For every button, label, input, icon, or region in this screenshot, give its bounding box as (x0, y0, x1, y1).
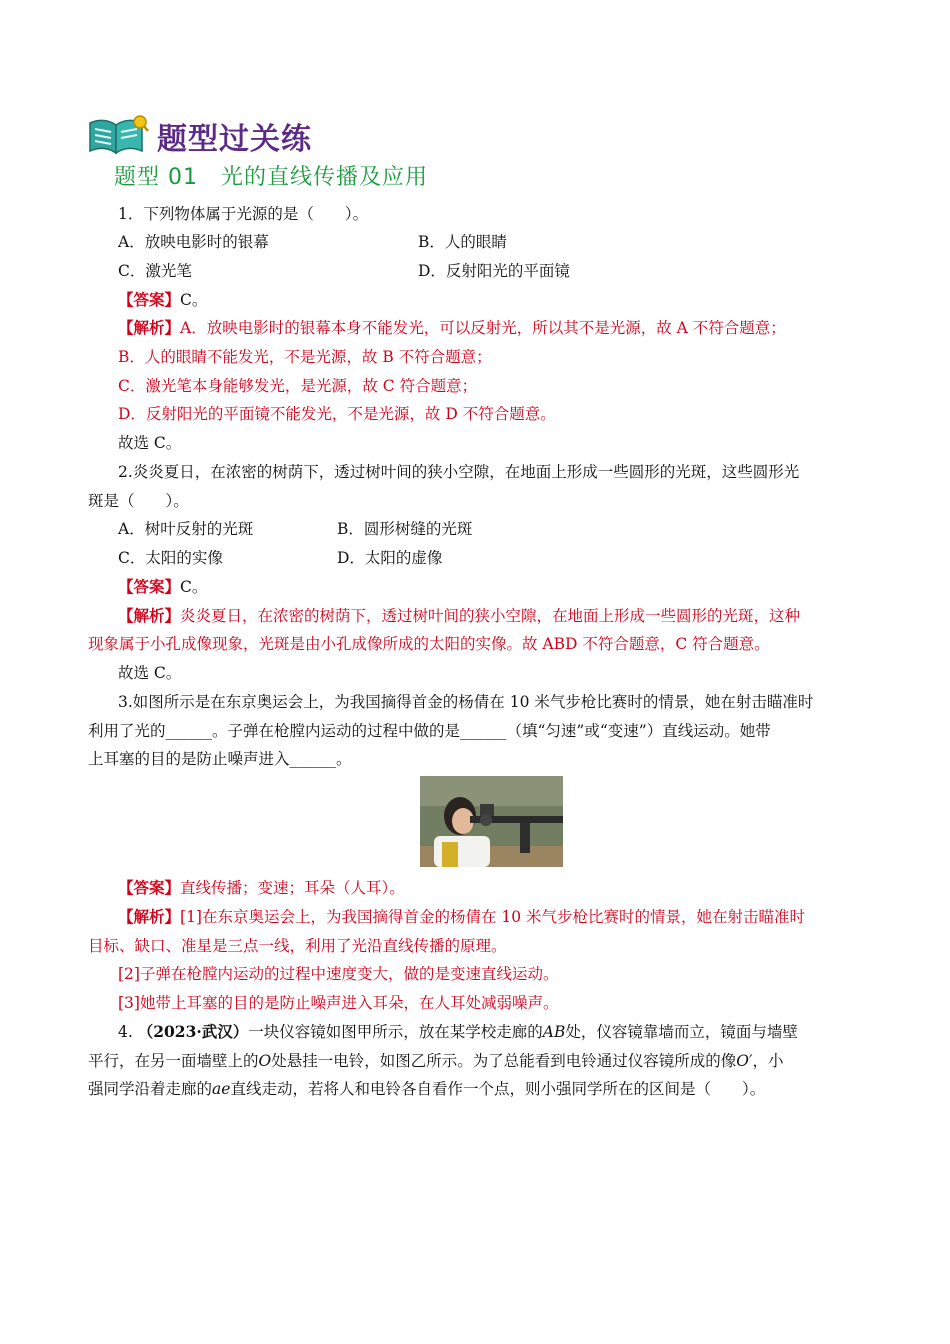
q2-choose: 故选 C。 (118, 664, 182, 682)
q1-analysis-1 (118, 317, 786, 339)
q4-source: （2023·武汉） (137, 1022, 249, 1041)
answer-text: C。 (180, 578, 208, 596)
q1-option-d: D．反射阳光的平面镜 (418, 262, 570, 280)
q1-analysis-4: D．反射阳光的平面镜不能发光，不是光源，故 D 不符合题意。 (118, 405, 556, 423)
q3-analysis-1 (118, 906, 805, 928)
q1-analysis-3: C．激光笔本身能够发光，是光源，故 C 符合题意； (118, 377, 478, 395)
q4-var-o-prime: O′ (736, 1052, 753, 1070)
q1-option-c: C．激光笔 (118, 262, 192, 280)
q4-var-ae: ae (212, 1080, 231, 1098)
q4-var-ab: AB (542, 1023, 566, 1041)
q4-stem-1 (118, 1021, 798, 1043)
q4-text: 强同学沿着走廊的 (88, 1080, 213, 1098)
q2-stem-2: 斑是（ ）。 (88, 492, 189, 510)
q1-answer (118, 289, 207, 311)
answer-tag: 【答案】 (118, 290, 181, 309)
q3-analysis-4: [3]她带上耳塞的目的是防止噪声进入耳朵，在人耳处减弱噪声。 (118, 994, 559, 1012)
page-title: 题型过关练 (157, 122, 312, 157)
q4-text: ，小 (752, 1052, 784, 1070)
section-title: 题型 01 光的直线传播及应用 (114, 165, 428, 190)
analysis-tag: 【解析】 (118, 318, 181, 337)
q4-text: 处悬挂一电铃，如图乙所示。为了总能看到电铃通过仪容镜所成的像 (271, 1052, 737, 1070)
q3-analysis-2: 目标、缺口、准星是三点一线，利用了光沿直线传播的原理。 (88, 937, 507, 955)
analysis-text: 炎炎夏日，在浓密的树荫下，透过树叶间的狭小空隙，在地面上形成一些圆形的光斑，这种 (180, 607, 801, 625)
q1-option-b: B．人的眼睛 (418, 233, 507, 251)
q2-answer (118, 576, 207, 598)
q4-text: 直线走动，若将人和电铃各自看作一个点，则小强同学所在的区间是（ ）。 (230, 1080, 766, 1098)
q4-stem-3 (88, 1078, 765, 1100)
answer-tag: 【答案】 (118, 878, 181, 897)
book-icon (86, 113, 150, 157)
q1-analysis-2: B．人的眼睛不能发光，不是光源，故 B 不符合题意； (118, 348, 492, 366)
q2-analysis-1 (118, 605, 800, 627)
answer-text: C。 (180, 291, 208, 309)
q2-stem-1: 2.炎炎夏日，在浓密的树荫下，透过树叶间的狭小空隙，在地面上形成一些圆形的光斑，这些圆形光 (118, 463, 800, 481)
q1-stem: 1．下列物体属于光源的是（ ）。 (118, 205, 369, 223)
q4-text: 处，仪容镜靠墙而立，镜面与墙壁 (565, 1023, 798, 1041)
q3-stem-3: 上耳塞的目的是防止噪声进入______。 (88, 750, 352, 768)
q4-stem-2 (88, 1050, 784, 1072)
q1-option-a: A．放映电影时的银幕 (118, 233, 269, 251)
q2-option-c: C．太阳的实像 (118, 549, 223, 567)
answer-text: 直线传播；变速；耳朵（人耳）。 (180, 879, 405, 897)
q4-text: 一块仪容镜如图甲所示，放在某学校走廊的 (248, 1023, 543, 1041)
q2-option-b: B．圆形树缝的光斑 (337, 520, 473, 538)
q4-var-o: O (258, 1052, 272, 1070)
q2-analysis-2: 现象属于小孔成像现象，光斑是由小孔成像所成的太阳的实像。故 ABD 不符合题意，C 符合题意。 (88, 635, 770, 653)
q1-choose: 故选 C。 (118, 434, 182, 452)
q4-text: 平行，在另一面墙壁上的 (88, 1052, 259, 1070)
analysis-text: A．放映电影时的银幕本身不能发光，可以反射光，所以其不是光源，故 A 不符合题意； (180, 319, 786, 337)
q3-stem-2: 利用了光的______。子弹在枪膛内运动的过程中做的是______（填“匀速”或“变速”）直线运动。她带 (88, 722, 771, 740)
shooter-photo (420, 776, 563, 867)
q2-option-a: A．树叶反射的光斑 (118, 520, 254, 538)
analysis-tag: 【解析】 (118, 606, 181, 625)
q3-stem-1: 3.如图所示是在东京奥运会上，为我国摘得首金的杨倩在 10 米气步枪比赛时的情景，她在射击瞄准时 (118, 693, 814, 711)
q4-number: 4. (118, 1023, 133, 1041)
analysis-tag: 【解析】 (118, 907, 181, 926)
analysis-text: [1]在东京奥运会上，为我国摘得首金的杨倩在 10 米气步枪比赛时的情景，她在射击瞄准时 (180, 908, 806, 926)
q3-answer (118, 877, 405, 899)
answer-tag: 【答案】 (118, 577, 181, 596)
q2-option-d: D．太阳的虚像 (337, 549, 443, 567)
q3-analysis-3: [2]子弹在枪膛内运动的过程中速度变大，做的是变速直线运动。 (118, 965, 559, 983)
